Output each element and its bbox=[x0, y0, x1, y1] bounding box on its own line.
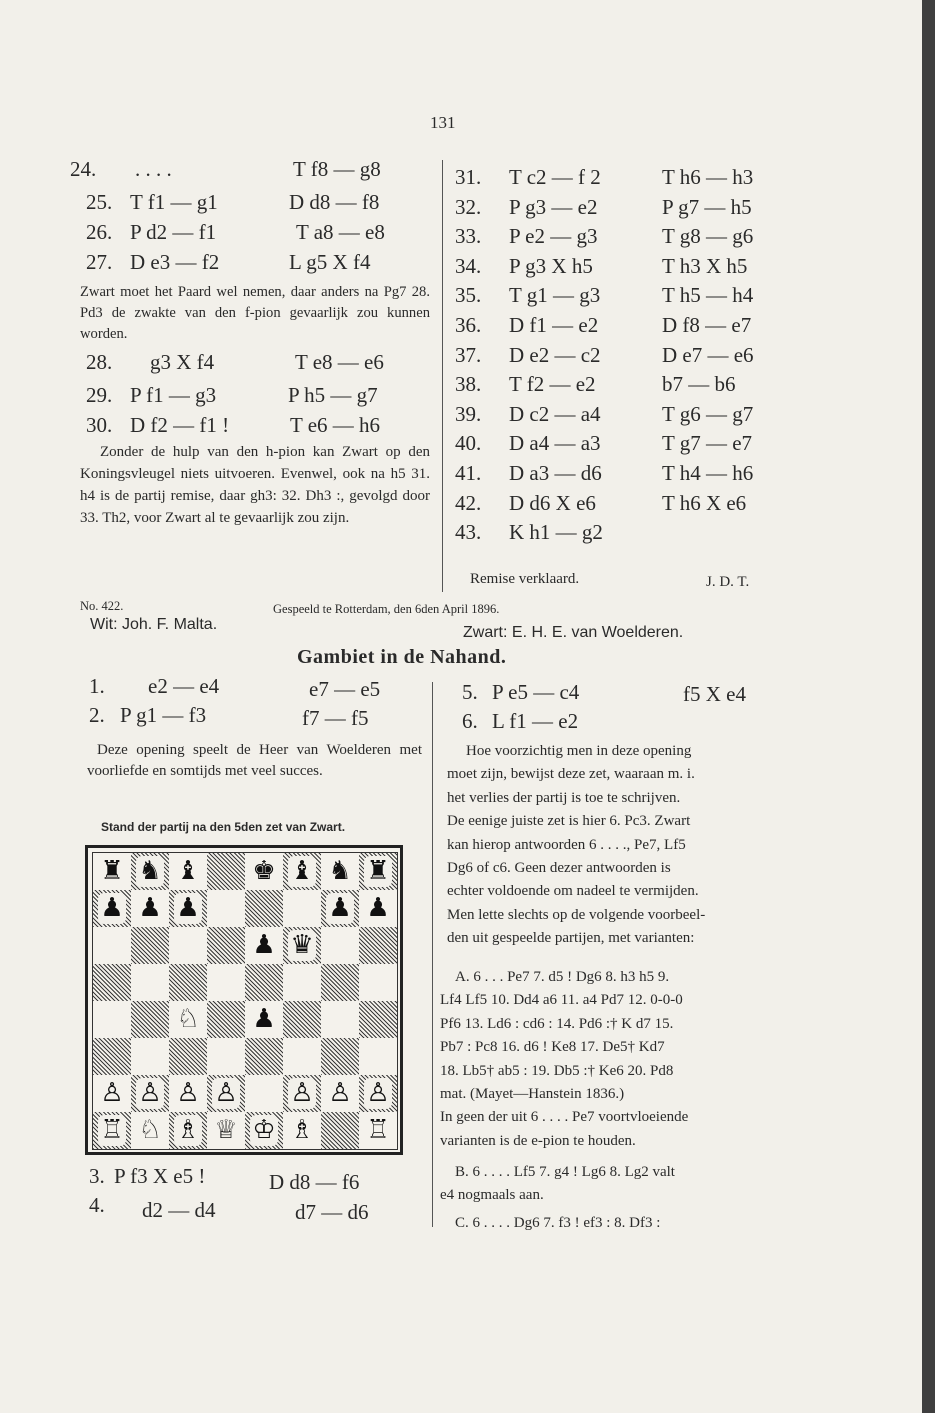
dark-square bbox=[169, 1038, 207, 1075]
page-number: 131 bbox=[430, 113, 456, 132]
light-square bbox=[245, 1075, 283, 1112]
commentary-line: Hoe voorzichtig men in deze opening bbox=[466, 743, 692, 759]
white-move: D f2 — f1 ! bbox=[130, 413, 230, 437]
dark-square bbox=[321, 1112, 359, 1149]
white-bishop-icon: ♗ bbox=[174, 1115, 202, 1146]
white-move: P g3 X h5 bbox=[509, 253, 593, 278]
dark-square bbox=[245, 964, 283, 1001]
light-square bbox=[93, 927, 131, 964]
black-move: P g7 — h5 bbox=[662, 194, 752, 219]
dark-square bbox=[245, 1038, 283, 1075]
variant-a-line: Pf6 13. Ld6 : cd6 : 14. Pd6 :† K d7 15. bbox=[440, 1015, 674, 1032]
black-move: b7 — b6 bbox=[662, 372, 736, 397]
variant-a-line: 18. Lb5† ab5 : 19. Db5 :† Ke6 20. Pd8 bbox=[440, 1062, 674, 1079]
move-number: 26. bbox=[86, 220, 113, 244]
black-move: T e8 — e6 bbox=[295, 350, 384, 374]
move-number: 4. bbox=[89, 1193, 105, 1217]
variant-a-line: mat. (Mayet—Hanstein 1836.) bbox=[440, 1086, 625, 1102]
light-square bbox=[283, 890, 321, 927]
move-number: 40. bbox=[455, 431, 482, 456]
white-move: D f1 — e2 bbox=[509, 313, 599, 337]
black-move: D d8 — f8 bbox=[289, 190, 380, 214]
black-move: d7 — d6 bbox=[295, 1200, 369, 1224]
black-pawn-icon: ♟ bbox=[252, 1004, 276, 1034]
white-pawn-icon: ♙ bbox=[136, 1078, 164, 1109]
move-number: 34. bbox=[455, 253, 482, 278]
commentary-line: moet zijn, bewijst deze zet, waaraan m. i. bbox=[447, 766, 695, 783]
move-number: 2. bbox=[89, 703, 105, 727]
move-number: 24. bbox=[70, 157, 97, 181]
white-move: P e2 — g3 bbox=[509, 224, 598, 249]
game-result: Remise verklaard. bbox=[470, 571, 580, 587]
white-move: P f3 X e5 ! bbox=[114, 1164, 206, 1188]
light-square bbox=[207, 890, 245, 927]
move-number: 27. bbox=[86, 250, 113, 274]
white-move: D e3 — f2 bbox=[130, 250, 220, 274]
black-pawn-icon: ♟ bbox=[98, 893, 126, 924]
move-number: 31. bbox=[455, 165, 482, 189]
variant-b-line: B. 6 . . . . Lf5 7. g4 ! Lg6 8. Lg2 valt bbox=[455, 1164, 675, 1180]
black-rook-icon: ♜ bbox=[100, 856, 124, 886]
black-move: D d8 — f6 bbox=[269, 1170, 360, 1194]
light-square bbox=[283, 1038, 321, 1075]
opening-title: Gambiet in de Nahand. bbox=[297, 646, 507, 668]
black-pawn-icon: ♟ bbox=[326, 893, 354, 924]
white-move: P f1 — g3 bbox=[130, 383, 217, 407]
chess-diagram bbox=[85, 845, 403, 1155]
white-knight-icon: ♘ bbox=[176, 1004, 200, 1034]
white-move: D e2 — c2 bbox=[509, 342, 601, 367]
black-move: L g5 X f4 bbox=[289, 250, 371, 274]
game-location-date: Gespeeld te Rotterdam, den 6den April 1896. bbox=[273, 602, 500, 616]
light-square bbox=[93, 1001, 131, 1038]
dark-square bbox=[207, 853, 245, 890]
dark-square bbox=[359, 1001, 397, 1038]
commentary-line: het verlies der partij is toe te schrijven. bbox=[447, 789, 681, 806]
white-move: K h1 — g2 bbox=[509, 520, 603, 545]
dark-square bbox=[169, 964, 207, 1001]
black-move: T g6 — g7 bbox=[662, 401, 754, 426]
light-square bbox=[359, 1038, 397, 1075]
white-move: e2 — e4 bbox=[148, 674, 220, 698]
black-move: P h5 — g7 bbox=[288, 383, 378, 407]
black-knight-icon: ♞ bbox=[328, 856, 352, 886]
white-move: P g1 — f3 bbox=[120, 703, 207, 727]
variant-a-line: Pb7 : Pc8 16. d6 ! Ke8 17. De5† Kd7 bbox=[440, 1039, 665, 1056]
move-number: 36. bbox=[455, 313, 482, 337]
move-number: 41. bbox=[455, 461, 482, 485]
white-move: L f1 — e2 bbox=[492, 709, 579, 733]
variant-c-line: C. 6 . . . . Dg6 7. f3 ! ef3 : 8. Df3 : bbox=[455, 1215, 661, 1231]
annotation-opening: Deze opening speelt de Heer van Woelderen met voorliefde en somtijds met veel succes. bbox=[87, 742, 422, 779]
light-square bbox=[207, 964, 245, 1001]
white-move: T c2 — f 2 bbox=[509, 165, 601, 189]
black-move: D e7 — e6 bbox=[662, 342, 754, 367]
light-square bbox=[359, 964, 397, 1001]
move-number: 5. bbox=[462, 680, 478, 704]
white-move: P d2 — f1 bbox=[130, 220, 217, 244]
light-square bbox=[283, 964, 321, 1001]
white-knight-icon: ♘ bbox=[138, 1115, 162, 1145]
black-queen-icon: ♛ bbox=[288, 930, 316, 961]
light-square bbox=[207, 1038, 245, 1075]
black-move: T a8 — e8 bbox=[296, 220, 385, 244]
white-move: T f2 — e2 bbox=[509, 372, 596, 397]
white-move: D d6 X e6 bbox=[509, 490, 596, 515]
variant-a-line: In geen der uit 6 . . . . Pe7 voortvloeiende bbox=[440, 1109, 689, 1126]
game-number: No. 422. bbox=[80, 599, 124, 613]
white-pawn-icon: ♙ bbox=[328, 1078, 352, 1108]
black-move: e7 — e5 bbox=[309, 677, 381, 701]
black-pawn-icon: ♟ bbox=[366, 893, 390, 923]
light-square bbox=[131, 964, 169, 1001]
black-move: T h4 — h6 bbox=[662, 461, 754, 485]
variant-a-line: Lf4 Lf5 10. Dd4 a6 11. a4 Pd7 12. 0-0-0 bbox=[440, 992, 683, 1009]
white-move: T g1 — g3 bbox=[509, 283, 601, 308]
white-rook-icon: ♖ bbox=[98, 1115, 126, 1146]
dark-square bbox=[207, 1001, 245, 1038]
move-number: 39. bbox=[455, 401, 482, 426]
white-pawn-icon: ♙ bbox=[288, 1078, 316, 1109]
black-move: T f8 — g8 bbox=[293, 157, 381, 181]
commentary-line: Dg6 of c6. Geen dezer antwoorden is bbox=[447, 860, 671, 876]
move-number: 25. bbox=[86, 190, 113, 214]
black-rook-icon: ♜ bbox=[364, 856, 392, 887]
black-move: D f8 — e7 bbox=[662, 313, 752, 337]
variant-a-line: varianten is de e-pion te houden. bbox=[440, 1132, 636, 1149]
move-number: 1. bbox=[89, 674, 105, 698]
black-move: f7 — f5 bbox=[302, 706, 369, 730]
black-king-icon: ♚ bbox=[252, 856, 276, 886]
move-number: 42. bbox=[455, 490, 482, 515]
black-move: T g8 — g6 bbox=[662, 224, 754, 249]
move-number: 38. bbox=[455, 372, 482, 397]
white-move: g3 X f4 bbox=[150, 350, 215, 374]
dark-square bbox=[207, 927, 245, 964]
move-number: 28. bbox=[86, 350, 113, 374]
black-move: T h6 — h3 bbox=[662, 165, 754, 189]
dark-square bbox=[321, 1038, 359, 1075]
move-number: 43. bbox=[455, 520, 482, 545]
move-number: 29. bbox=[86, 383, 113, 407]
black-pawn-icon: ♟ bbox=[252, 930, 276, 960]
move-number: 35. bbox=[455, 283, 482, 308]
light-square bbox=[169, 927, 207, 964]
white-move: T f1 — g1 bbox=[130, 190, 218, 214]
white-pawn-icon: ♙ bbox=[364, 1078, 392, 1109]
variant-b-line: e4 nogmaals aan. bbox=[440, 1187, 544, 1204]
white-move: . . . . bbox=[135, 157, 172, 181]
light-square bbox=[321, 927, 359, 964]
white-king-icon: ♔ bbox=[250, 1115, 278, 1146]
light-square bbox=[131, 1038, 169, 1075]
page-edge bbox=[922, 0, 935, 1413]
black-pawn-icon: ♟ bbox=[138, 893, 162, 923]
black-pawn-icon: ♟ bbox=[174, 893, 202, 924]
white-move: P e5 — c4 bbox=[492, 680, 580, 704]
move-number: 32. bbox=[455, 194, 482, 219]
black-move: T h5 — h4 bbox=[662, 283, 754, 308]
white-move: D a4 — a3 bbox=[509, 431, 601, 456]
white-player: Wit: Joh. F. Malta. bbox=[90, 616, 218, 633]
white-move: P g3 — e2 bbox=[509, 194, 598, 219]
commentary-line: den uit gespeelde partijen, met varianten: bbox=[447, 930, 695, 947]
black-move: T h3 X h5 bbox=[662, 253, 748, 278]
white-pawn-icon: ♙ bbox=[212, 1078, 240, 1109]
light-square bbox=[321, 1001, 359, 1038]
dark-square bbox=[131, 927, 169, 964]
white-pawn-icon: ♙ bbox=[100, 1078, 124, 1108]
white-move: d2 — d4 bbox=[142, 1198, 216, 1222]
dark-square bbox=[93, 1038, 131, 1075]
white-move: D c2 — a4 bbox=[509, 401, 601, 426]
move-number: 37. bbox=[455, 342, 482, 367]
black-knight-icon: ♞ bbox=[136, 856, 164, 887]
black-player: Zwart: E. H. E. van Woelderen. bbox=[463, 624, 684, 641]
white-move: D a3 — d6 bbox=[509, 461, 602, 485]
dark-square bbox=[93, 964, 131, 1001]
black-move: T g7 — e7 bbox=[662, 431, 753, 456]
move-number: 6. bbox=[462, 709, 478, 733]
annotator-signature: J. D. T. bbox=[706, 574, 750, 590]
commentary-line: kan hierop antwoorden 6 . . . ., Pe7, Lf5 bbox=[447, 836, 686, 853]
column-divider bbox=[442, 160, 443, 592]
white-bishop-icon: ♗ bbox=[290, 1115, 314, 1145]
black-bishop-icon: ♝ bbox=[288, 856, 316, 887]
black-move: f5 X e4 bbox=[683, 682, 746, 706]
black-bishop-icon: ♝ bbox=[176, 856, 200, 886]
move-number: 30. bbox=[86, 413, 113, 437]
commentary-line: echter voldoende om nadeel te vermijden. bbox=[447, 883, 699, 900]
white-queen-icon: ♕ bbox=[214, 1115, 238, 1145]
variant-a-line: A. 6 . . . Pe7 7. d5 ! Dg6 8. h3 h5 9. bbox=[455, 969, 670, 985]
white-pawn-icon: ♙ bbox=[176, 1078, 200, 1108]
dark-square bbox=[321, 964, 359, 1001]
move-number: 3. bbox=[89, 1164, 105, 1188]
black-move: T h6 X e6 bbox=[662, 490, 747, 515]
white-rook-icon: ♖ bbox=[366, 1115, 390, 1145]
annotation-move-30: Zonder de hulp van den h-pion kan Zwart op den Koningsvleugel niets uitvoeren. Evenwel, ook na h5 31. h4 is de partij remise, daar gh3: 32. Dh3 :, gevolgd door 33. Th2, voor Zwart al te gevaarlijk zou zijn. bbox=[80, 444, 430, 526]
dark-square bbox=[359, 927, 397, 964]
chessboard-grid bbox=[92, 852, 398, 1150]
black-move: T e6 — h6 bbox=[290, 413, 381, 437]
commentary-line: Men lette slechts op de volgende voorbeel- bbox=[447, 906, 706, 923]
move-number: 33. bbox=[455, 224, 482, 249]
dark-square bbox=[131, 1001, 169, 1038]
commentary-line: De eenige juiste zet is hier 6. Pc3. Zwart bbox=[447, 813, 691, 830]
dark-square bbox=[245, 890, 283, 927]
diagram-caption: Stand der partij na den 5den zet van Zwart. bbox=[101, 820, 346, 834]
column-divider-lower bbox=[432, 682, 433, 1227]
dark-square bbox=[283, 1001, 321, 1038]
annotation-move-27: Zwart moet het Paard wel nemen, daar anders na Pg7 28. Pd3 de zwakte van den f-pion gevaarlijk zou kunnen worden. bbox=[80, 284, 430, 342]
